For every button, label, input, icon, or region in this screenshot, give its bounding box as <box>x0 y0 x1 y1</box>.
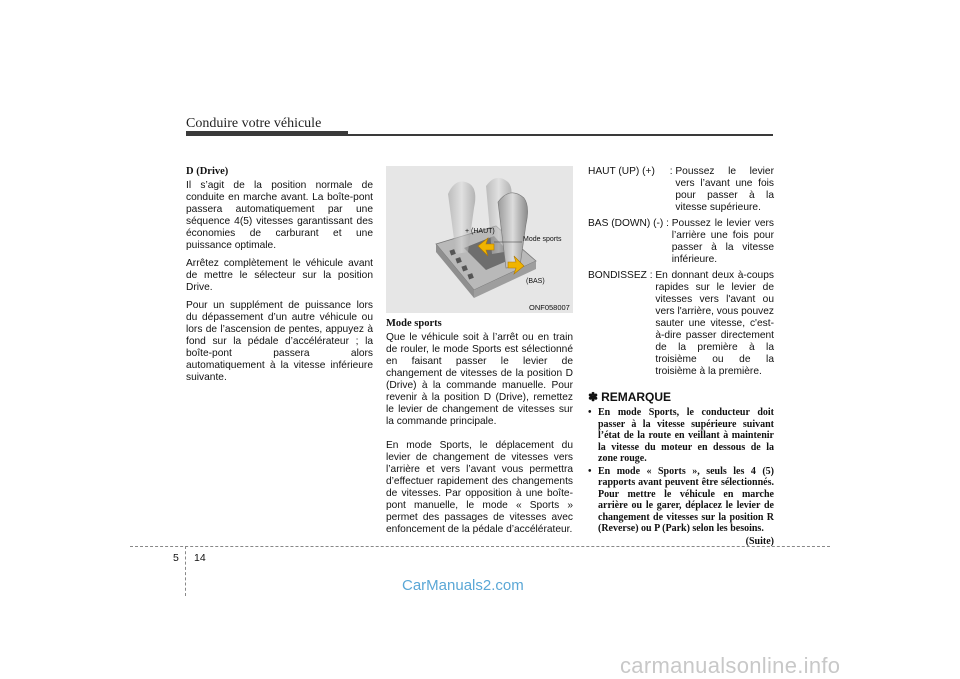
remark-bullet-1 <box>588 407 774 465</box>
footer-divider <box>185 546 186 596</box>
definition-up-desc: Poussez le levier vers l’avant une fois pour passer à la vitesse supérieure. <box>675 166 774 213</box>
definition-skip-term: BONDISSEZ <box>588 270 647 281</box>
definition-down <box>588 218 774 266</box>
definition-up-term: HAUT (UP) (+) <box>588 166 655 177</box>
bullet-dot-icon: • <box>588 407 592 418</box>
watermark-carmanuals2[interactable]: CarManuals2.com <box>402 577 524 594</box>
chapter-number: 5 <box>173 552 179 564</box>
header-rule-thick <box>186 131 348 136</box>
label-mode-sports: Mode sports <box>523 236 562 243</box>
sport-mode-heading: Mode sports <box>386 318 442 329</box>
label-down: (BAS) <box>526 278 545 285</box>
page-number: 14 <box>194 552 206 564</box>
definition-up <box>588 166 774 214</box>
column-shift-definitions <box>588 166 774 547</box>
continued-label: (Suite) <box>745 535 774 547</box>
remark-bullet-2-text: En mode « Sports », seuls les 4 (5) rapports avant peuvent être sélectionnés. Pour mettre le véhicule en marche arrière ou le garer, déplacez le levier de changement de vitesses sur la position R (Reverse) ou P (Park) selon les besoins. <box>598 465 774 534</box>
remark-bullet-1-text: En mode Sports, le conducteur doit passer à la vitesse supérieure suivant l’état de la route en veillant à maintenir la vitesse du moteur en dessous de la zone rouge. <box>598 407 774 464</box>
definition-skip-desc: En donnant deux à-coups rapides sur le levier de vitesses vers l'avant ou vers l'arrière, vous pouvez sauter une vitesse, c'est-à-dire passer directement de la première à la troisième ou de la troisième à la première. <box>655 270 774 377</box>
header-rule-thin <box>348 134 773 136</box>
drive-paragraph-3: Pour un supplément de puissance lors du dépassement d’un autre véhicule ou lors de l’ascension de pentes, appuyez à fond sur la pédale d’accélérateur ; la boîte-pont passera alors automatiquement à la vitesse inférieure suivante. <box>186 300 373 383</box>
definition-skip <box>588 270 774 378</box>
gear-shift-illustration <box>386 166 573 313</box>
definition-skip-sep: : <box>646 270 656 281</box>
column-sport-mode <box>386 318 573 542</box>
remark-title: REMARQUE <box>601 390 672 404</box>
column-drive <box>186 166 373 390</box>
page-header-title: Conduire votre véhicule <box>186 116 322 131</box>
drive-paragraph-1: Il s’agit de la position normale de conduite en marche avant. La boîte-pont passera automatiquement par une séquence 4(5) vitesses garantissant des économies de carburant et une puissance optimale. <box>186 180 373 251</box>
definition-down-desc: Poussez le levier vers l’arrière une fois pour passer à la vitesse inférieure. <box>671 218 774 265</box>
sport-mode-paragraph-2: En mode Sports, le déplacement du levier de changement de vitesses vers l’arrière et vers l’avant vous permettra d’effectuer rapidement des changements de vitesses. Par opposition à une boîte-pont manuelle, le mode « Sports » permet des passages de vitesses avec enfoncement de la pédale d’accélérateur. <box>386 440 573 535</box>
label-up: + (HAUT) <box>465 228 495 235</box>
watermark-carmanualsonline[interactable]: carmanualsonline.info <box>620 653 841 678</box>
sport-mode-paragraph-1: Que le véhicule soit à l’arrêt ou en train de rouler, le mode Sports est sélectionné en faisant passer le levier de changement de vitesses de la position D (Drive) à la commande manuelle. Pour revenir à la position D (Drive), remettez le levier de changement de vitesses sur la commande principale. <box>386 332 573 427</box>
remark-heading <box>588 390 774 404</box>
definition-up-sep: : <box>666 166 676 177</box>
drive-heading: D (Drive) <box>186 166 229 177</box>
definition-down-sep: : <box>663 218 672 229</box>
remark-star-icon: ✽ <box>588 390 599 404</box>
illustration-code: ONF058007 <box>529 303 570 312</box>
definition-down-term: BAS (DOWN) (-) <box>588 218 664 229</box>
remark-bullet-2 <box>588 466 774 535</box>
drive-paragraph-2: Arrêtez complètement le véhicule avant de mettre le sélecteur sur la position Drive. <box>186 258 373 293</box>
footer-rule <box>130 546 830 547</box>
bullet-dot-icon: • <box>588 465 592 477</box>
